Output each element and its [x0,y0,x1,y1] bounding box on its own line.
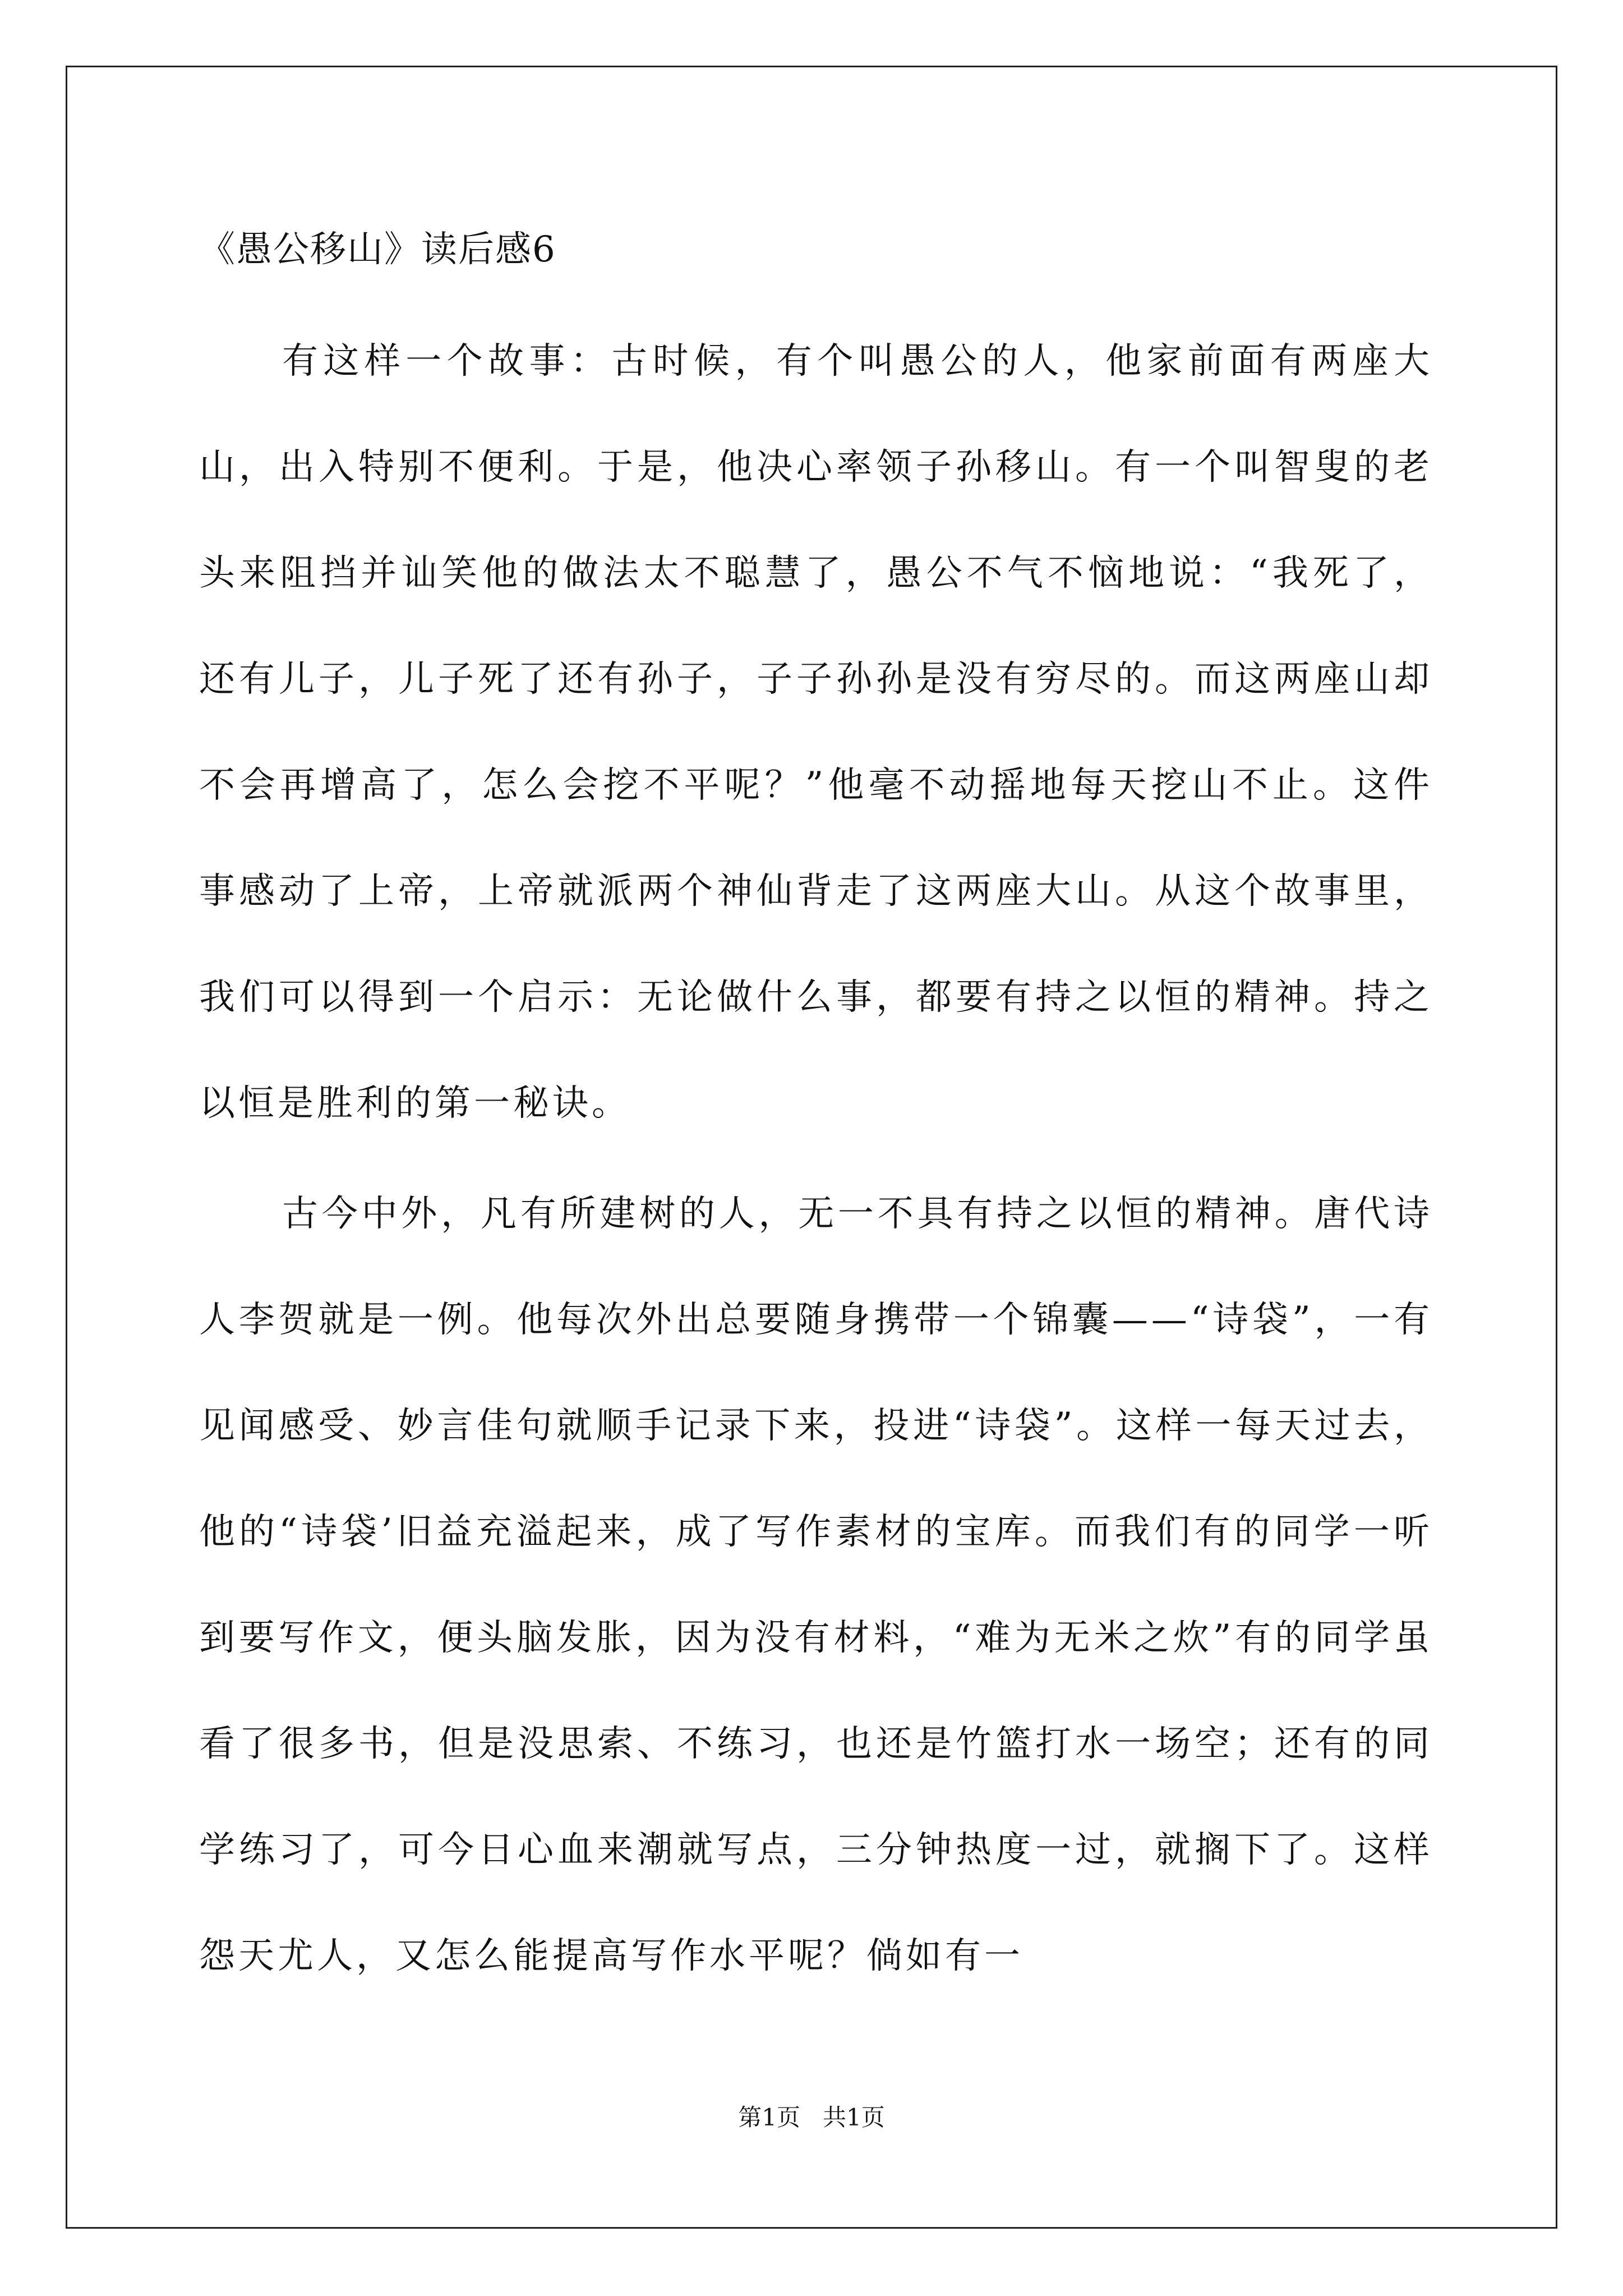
paragraph: 古今中外，凡有所建树的人，无一不具有持之以恒的精神。唐代诗人李贺就是一例。他每次外出总要随身携带一个锦囊——“诗袋”，一有见闻感受、妙言佳句就顺手记录下来，投进“诗袋”。这样一每天过去，他的“诗袋’旧益充溢起来，成了写作素材的宝库。而我们有的同学一听到要写作文，便头脑发胀，因为没有材料，“难为无米之炊”有的同学虽看了很多书，但是没思索、不练习，也还是竹篮打水一场空；还有的同学练习了，可今日心血来潮就写点，三分钟热度一过，就搁下了。这样怨天尤人，又怎么能提高写作水平呢？倘如有一 [199,1193,1433,1977]
document-title: 《愚公移山》读后感6 [199,229,556,270]
page-number-footer: 第1页 共1页 [738,2104,885,2131]
paragraph: 有这样一个故事：古时候，有个叫愚公的人，他家前面有两座大山，出入特别不便利。于是，他决心率领子孙移山。有一个叫智叟的老头来阻挡并讪笑他的做法太不聪慧了，愚公不气不恼地说：“我死了，还有儿子，儿子死了还有孙子，子子孙孙是没有穷尽的。而这两座山却不会再增高了，怎么会挖不平呢？”他毫不动摇地每天挖山不止。这件事感动了上帝，上帝就派两个神仙背走了这两座大山。从这个故事里，我们可以得到一个启示：无论做什么事，都要有持之以恒的精神。持之以恒是胜利的第一秘诀。 [199,341,1433,1124]
